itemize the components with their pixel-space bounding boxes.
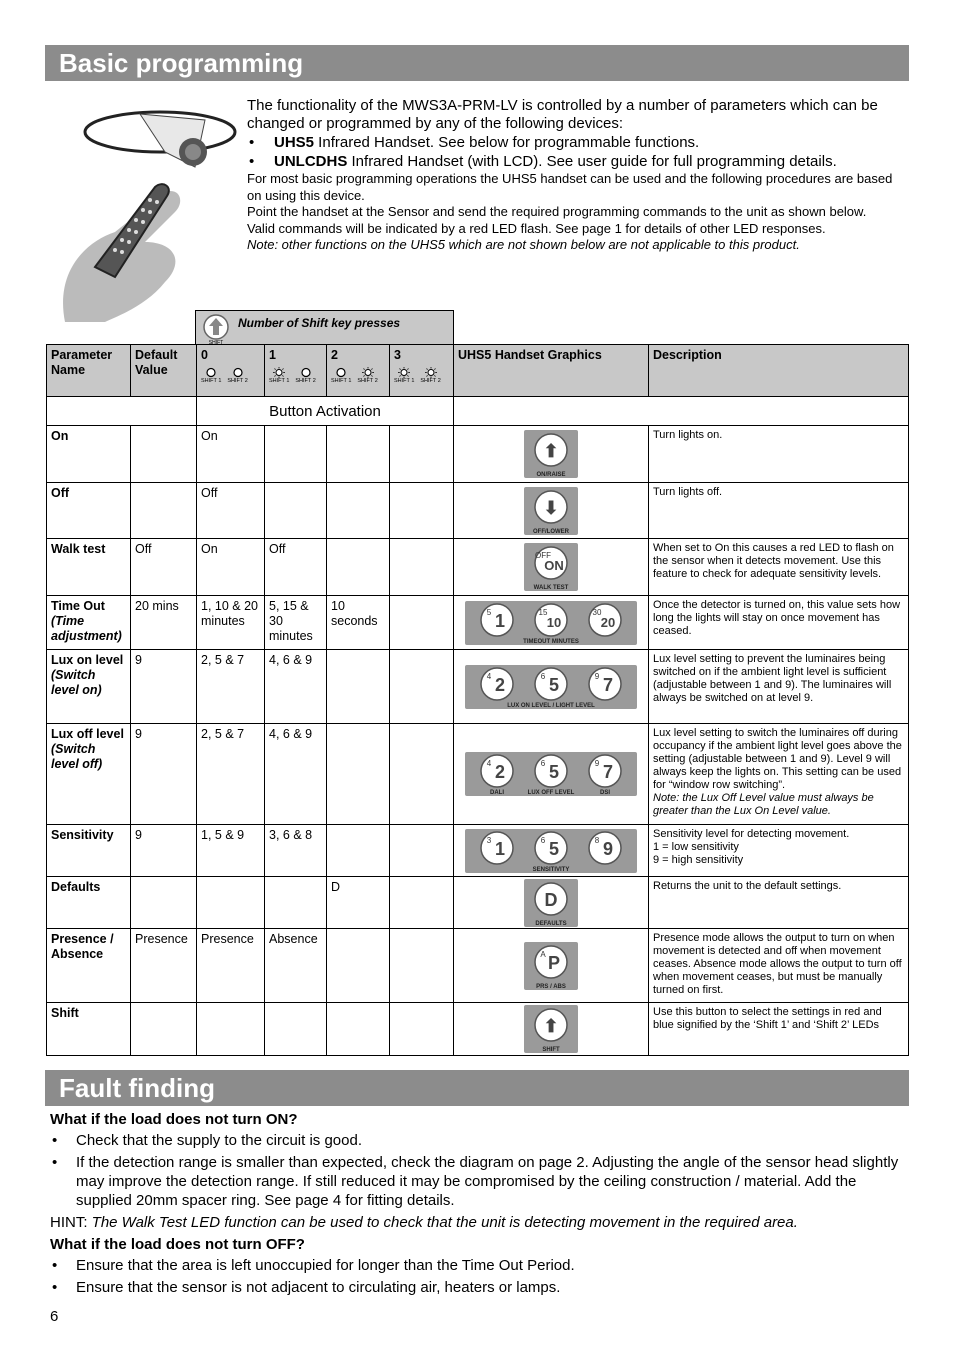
button-main-label: P	[547, 952, 561, 973]
shift-icon-label: SHIFT	[208, 340, 224, 345]
button-caption: LUX OFF LEVEL	[527, 790, 575, 796]
button-main-label: 2	[494, 762, 506, 782]
shift-0-value	[197, 1003, 265, 1056]
table-row	[47, 1003, 909, 1056]
default-value	[131, 426, 197, 483]
shift-3-value	[390, 650, 454, 724]
description: Use this button to select the settings in red and blue signified by the ‘Shift 1’ and ‘Shift 2’ LEDs	[649, 1003, 909, 1056]
parameter-name: Lux on level (Switch level on)	[47, 650, 131, 724]
led-label: SHIFT 2	[420, 378, 441, 384]
handset-button-panel	[465, 829, 637, 873]
handset-button-panel	[524, 430, 578, 478]
shift-1-value: 3, 6 & 8	[265, 825, 327, 877]
description: Presence mode allows the output to turn on when movement is detected and off when movement ceases. Absence mode allows the output to turn off when movement ceases, but must be manually turned on first.	[649, 929, 909, 1003]
handset-button-panel	[524, 487, 578, 535]
shift-3-value	[390, 825, 454, 877]
button-main-label: ⬆	[543, 1016, 559, 1036]
handset-graphic	[454, 877, 649, 929]
shift-0-value: 1, 5 & 9	[197, 825, 265, 877]
handset-button-panel	[465, 665, 637, 709]
button-main-label: 7	[602, 762, 614, 782]
table-row	[47, 724, 909, 825]
handset-graphic	[454, 426, 649, 483]
parameter-name: Off	[47, 483, 131, 539]
parameter-name: Walk test	[47, 539, 131, 596]
button-caption: ON/RAISE	[536, 472, 566, 478]
button-caption: DEFAULTS	[535, 920, 567, 927]
header-graphics: UHS5 Handset Graphics	[454, 345, 649, 397]
header-description: Description	[649, 345, 909, 397]
shift-2-value	[327, 539, 390, 596]
button-caption: LUX ON LEVEL / LIGHT LEVEL	[507, 702, 595, 709]
shift-0-value	[197, 877, 265, 929]
button-activation-row	[47, 397, 909, 426]
shift-1-value	[265, 426, 327, 483]
shift-2-value	[327, 929, 390, 1003]
led-label: SHIFT 1	[269, 378, 290, 384]
shift-2-value	[327, 426, 390, 483]
shift-2-value	[327, 825, 390, 877]
description: Lux level setting to prevent the luminaires being switched on if the ambient light level is sufficient (adjustable between 1 and 9). The luminaires will always be switched on at level 9.	[649, 650, 909, 724]
handset-graphic	[454, 539, 649, 596]
shift-1-value: Absence	[265, 929, 327, 1003]
shift-3-value	[390, 1003, 454, 1056]
shift-1-value	[265, 877, 327, 929]
header-default: Default Value	[131, 345, 197, 397]
button-top-label: 6	[540, 671, 546, 681]
shift-1-value	[265, 1003, 327, 1056]
shift-3-value	[390, 724, 454, 825]
description: Sensitivity level for detecting movement. 1 = low sensitivity 9 = high sensitivity	[649, 825, 909, 877]
button-top-label: 30	[592, 607, 602, 617]
handset-button-panel	[524, 543, 578, 591]
default-value: 20 mins	[131, 596, 197, 650]
handset-button-panel	[524, 1005, 578, 1053]
button-top-label: A	[540, 949, 546, 959]
led-label: SHIFT 1	[331, 378, 352, 384]
handset-graphic	[454, 1003, 649, 1056]
table-row	[47, 929, 909, 1003]
list-item: • Check that the supply to the circuit is good.	[50, 1131, 910, 1150]
fault-list-on	[50, 1131, 910, 1210]
description: Turn lights on.	[649, 426, 909, 483]
button-top-label: 8	[594, 835, 600, 845]
button-main-label: ON	[544, 558, 564, 573]
section-title-fault-finding: Fault finding	[45, 1070, 909, 1106]
shift-3-value	[390, 877, 454, 929]
button-top-label: 9	[594, 671, 600, 681]
handset-graphic	[454, 483, 649, 539]
button-main-label: 1	[494, 838, 506, 859]
fault-question-off: What if the load does not turn OFF?	[50, 1236, 305, 1253]
button-top-label: 5	[486, 607, 492, 617]
description: Turn lights off.	[649, 483, 909, 539]
description: When set to On this causes a red LED to flash on the sensor when it detects movement. Use this feature to check for adequate sensitivity levels.	[649, 539, 909, 596]
programming-table	[46, 344, 909, 1056]
header-shift-3: 3 SHIFT 1 SHIFT 2	[390, 345, 454, 397]
button-top-label: 4	[486, 759, 492, 768]
shift-2-value: 10 seconds	[327, 596, 390, 650]
shift-1-value: 4, 6 & 9	[265, 724, 327, 825]
description: Once the detector is turned on, this value sets how long the lights will stay on once movement has ceased.	[649, 596, 909, 650]
table-header-row	[47, 345, 909, 397]
parameter-name: Sensitivity	[47, 825, 131, 877]
list-item: • Ensure that the sensor is not adjacent to circulating air, heaters or lamps.	[50, 1278, 910, 1297]
device-item: • UNLCDHS Infrared Handset (with LCD). See user guide for full programming details.	[247, 152, 907, 171]
parameter-name: On	[47, 426, 131, 483]
table-row	[47, 483, 909, 539]
handset-button-panel	[524, 942, 578, 990]
button-caption: OFF/LOWER	[533, 528, 569, 535]
button-caption: SHIFT	[542, 1047, 560, 1053]
led-off-icon	[331, 367, 351, 384]
parameter-name: Presence / Absence	[47, 929, 131, 1003]
table-row	[47, 539, 909, 596]
fault-question-on: What if the load does not turn ON?	[50, 1111, 298, 1128]
button-top-label: OFF	[535, 551, 551, 560]
button-caption: SENSITIVITY	[532, 866, 570, 873]
led-off-icon	[295, 367, 315, 384]
led-lit-icon	[357, 367, 377, 384]
button-top-label: 6	[540, 759, 546, 768]
default-value	[131, 877, 197, 929]
button-top-label: 4	[486, 671, 492, 681]
shift-3-value	[390, 596, 454, 650]
shift-0-value: Off	[197, 483, 265, 539]
led-label: SHIFT 2	[357, 378, 378, 384]
button-main-label: 2	[494, 674, 506, 695]
led-off-icon	[201, 367, 221, 384]
shift-2-value: D	[327, 877, 390, 929]
shift-3-value	[390, 426, 454, 483]
button-main-label: 5	[548, 674, 560, 695]
handset-graphic	[454, 825, 649, 877]
device-item: • UHS5 Infrared Handset. See below for programmable functions.	[247, 133, 907, 152]
section-title-basic-programming: Basic programming	[45, 45, 909, 81]
parameter-name: Lux off level (Switch level off)	[47, 724, 131, 825]
list-item: • If the detection range is smaller than expected, check the diagram on page 2. Adjusting the angle of the sensor head slightly may improve the detection range. If still reduced it may be compromised by the ceiling construction / material. Add the supplied 20mm spacer ring. See page 4 for fitting details.	[50, 1153, 910, 1210]
handset-button-panel	[524, 879, 578, 927]
button-main-label: 20	[600, 614, 616, 630]
header-shift-1: 1 SHIFT 1 SHIFT 2	[265, 345, 327, 397]
button-activation-label: Button Activation	[197, 397, 454, 426]
handset-graphic	[454, 650, 649, 724]
note-paragraph: Note: other functions on the UHS5 which are not shown below are not applicable to this product.	[247, 237, 800, 252]
handset-graphic	[454, 724, 649, 825]
default-value	[131, 483, 197, 539]
button-main-label: ⬆	[543, 441, 559, 461]
button-top-label: 9	[594, 759, 600, 768]
table-row	[47, 426, 909, 483]
table-row	[47, 596, 909, 650]
shift-1-value: 5, 15 & 30 minutes	[265, 596, 327, 650]
button-top-label: 15	[538, 607, 548, 617]
button-main-label: 1	[494, 610, 506, 631]
fault-list-off	[50, 1256, 910, 1297]
led-lit-icon	[420, 367, 440, 384]
button-top-label: 6	[540, 835, 546, 845]
default-value: 9	[131, 724, 197, 825]
led-lit-icon	[269, 367, 289, 384]
parameter-name: Time Out (Time adjustment)	[47, 596, 131, 650]
handset-button-panel	[465, 752, 637, 796]
shift-0-value: 2, 5 & 7	[197, 650, 265, 724]
button-caption: TIMEOUT MINUTES	[523, 638, 579, 645]
shift-3-value	[390, 929, 454, 1003]
button-main-label: 7	[602, 674, 614, 695]
handset-graphic	[454, 596, 649, 650]
shift-3-value	[390, 483, 454, 539]
shift-0-value: 1, 10 & 20 minutes	[197, 596, 265, 650]
sensor-and-handset-illustration	[45, 92, 240, 322]
shift-0-value: Presence	[197, 929, 265, 1003]
led-off-icon	[227, 367, 247, 384]
button-caption: WALK TEST	[533, 585, 569, 591]
button-main-label: 5	[548, 838, 560, 859]
button-caption: DALI	[490, 790, 504, 796]
shift-2-value	[327, 1003, 390, 1056]
device-list	[247, 133, 907, 171]
description: Returns the unit to the default settings.	[649, 877, 909, 929]
handset-graphic	[454, 929, 649, 1003]
shift-1-value: 4, 6 & 9	[265, 650, 327, 724]
shift-2-value	[327, 483, 390, 539]
default-value: Presence	[131, 929, 197, 1003]
table-row	[47, 825, 909, 877]
button-main-label: 10	[546, 614, 562, 630]
led-lit-icon	[394, 367, 414, 384]
shift-0-value: 2, 5 & 7	[197, 724, 265, 825]
button-caption: PRS / ABS	[536, 983, 566, 990]
default-value: 9	[131, 825, 197, 877]
procedure-paragraph: For most basic programming operations the UHS5 handset can be used and the following procedures are based on using this device.	[247, 171, 893, 203]
page-number: 6	[50, 1308, 59, 1325]
hint-paragraph: HINT: The Walk Test LED function can be used to check that the unit is detecting movement in the required area.	[50, 1214, 798, 1231]
button-main-label: ⬇	[543, 497, 559, 518]
led-label: SHIFT 1	[394, 378, 415, 384]
shift-2-value	[327, 724, 390, 825]
header-shift-2: 2 SHIFT 1 SHIFT 2	[327, 345, 390, 397]
button-caption: DSI	[599, 790, 611, 796]
default-value: Off	[131, 539, 197, 596]
table-row	[47, 877, 909, 929]
parameter-name: Defaults	[47, 877, 131, 929]
shift-0-value: On	[197, 539, 265, 596]
parameter-name: Shift	[47, 1003, 131, 1056]
led-label: SHIFT 2	[295, 378, 316, 384]
button-main-label: D	[544, 889, 558, 910]
shift-1-value	[265, 483, 327, 539]
shift-arrow-icon	[199, 313, 233, 345]
description: Lux level setting to switch the luminaires off during occupancy if the ambient light level goes above the setting (adjustable between 1 and 9). Level 9 will always keep the lights on. This setting can be used for “window row switching”. Note: the Lux Off Level value must always be greater than the Lux On Level value.	[649, 724, 909, 825]
button-main-label: 5	[548, 762, 560, 782]
shift-0-value: On	[197, 426, 265, 483]
led-label: SHIFT 2	[227, 378, 248, 384]
shift-header-label: Number of Shift key presses	[238, 316, 401, 330]
procedure-paragraph: Valid commands will be indicated by a red LED flash. See page 1 for details of other LED responses.	[247, 220, 826, 236]
header-shift-0: 0 SHIFT 1 SHIFT 2	[197, 345, 265, 397]
handset-button-panel	[465, 601, 637, 645]
button-main-label: 9	[602, 838, 614, 859]
default-value: 9	[131, 650, 197, 724]
table-row	[47, 650, 909, 724]
shift-1-value: Off	[265, 539, 327, 596]
intro-paragraph: The functionality of the MWS3A-PRM-LV is controlled by a number of parameters which can be changed or programmed by any of the following devices:	[247, 97, 878, 132]
intro-text	[247, 97, 907, 254]
procedure-paragraph: Point the handset at the Sensor and send the required programming commands to the unit as shown below.	[247, 204, 867, 219]
led-label: SHIFT 1	[201, 378, 222, 384]
shift-2-value	[327, 650, 390, 724]
shift-3-value	[390, 539, 454, 596]
default-value	[131, 1003, 197, 1056]
list-item: • Ensure that the area is left unoccupied for longer than the Time Out Period.	[50, 1256, 910, 1275]
fault-finding-section	[50, 1110, 910, 1300]
header-parameter: Parameter Name	[47, 345, 131, 397]
shift-presses-header	[195, 310, 454, 345]
button-top-label: 3	[486, 835, 492, 845]
